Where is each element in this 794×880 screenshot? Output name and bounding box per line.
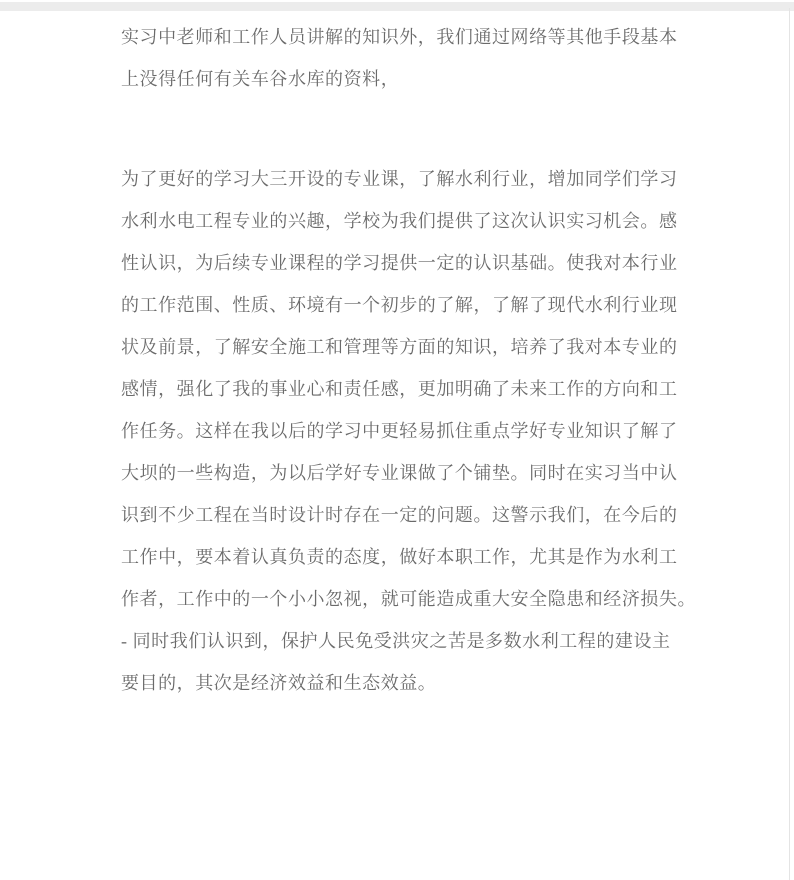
paragraph xyxy=(121,16,721,100)
text-line: 工作中，要本着认真负责的态度，做好本职工作，尤其是作为水利工 xyxy=(121,547,678,567)
text-line: 作者，工作中的一个小小忽视，就可能造成重大安全隐患和经济损失。 xyxy=(121,589,697,609)
text-line: 大坝的一些构造，为以后学好专业课做了个铺垫。同时在实习当中认 xyxy=(121,463,678,483)
paragraph xyxy=(121,158,721,704)
text-line: 要目的，其次是经济效益和生态效益。 xyxy=(121,673,437,693)
text-line: 状及前景，了解安全施工和管理等方面的知识，培养了我对本专业的 xyxy=(121,337,678,357)
text-line: 水利水电工程专业的兴趣，学校为我们提供了这次认识实习机会。感 xyxy=(121,211,678,231)
text-line: - 同时我们认识到，保护人民免受洪灾之苦是多数水利工程的建设主 xyxy=(121,631,671,651)
text-line: 上没得任何有关车谷水库的资料， xyxy=(121,69,400,89)
page-right-edge-line xyxy=(789,8,790,880)
document-page xyxy=(121,16,721,704)
text-line: 识到不少工程在当时设计时存在一定的问题。这警示我们，在今后的 xyxy=(121,505,678,525)
text-line: 感情，强化了我的事业心和责任感，更加明确了未来工作的方向和工 xyxy=(121,379,678,399)
text-line: 性认识，为后续专业课程的学习提供一定的认识基础。使我对本行业 xyxy=(121,253,678,273)
text-line: 作任务。这样在我以后的学习中更轻易抓住重点学好专业知识了解了 xyxy=(121,421,678,441)
text-line: 为了更好的学习大三开设的专业课，了解水利行业，增加同学们学习 xyxy=(121,169,678,189)
text-line: 实习中老师和工作人员讲解的知识外，我们通过网络等其他手段基本 xyxy=(121,27,678,47)
page-top-border xyxy=(0,2,794,11)
text-line: 的工作范围、性质、环境有一个初步的了解，了解了现代水利行业现 xyxy=(121,295,678,315)
